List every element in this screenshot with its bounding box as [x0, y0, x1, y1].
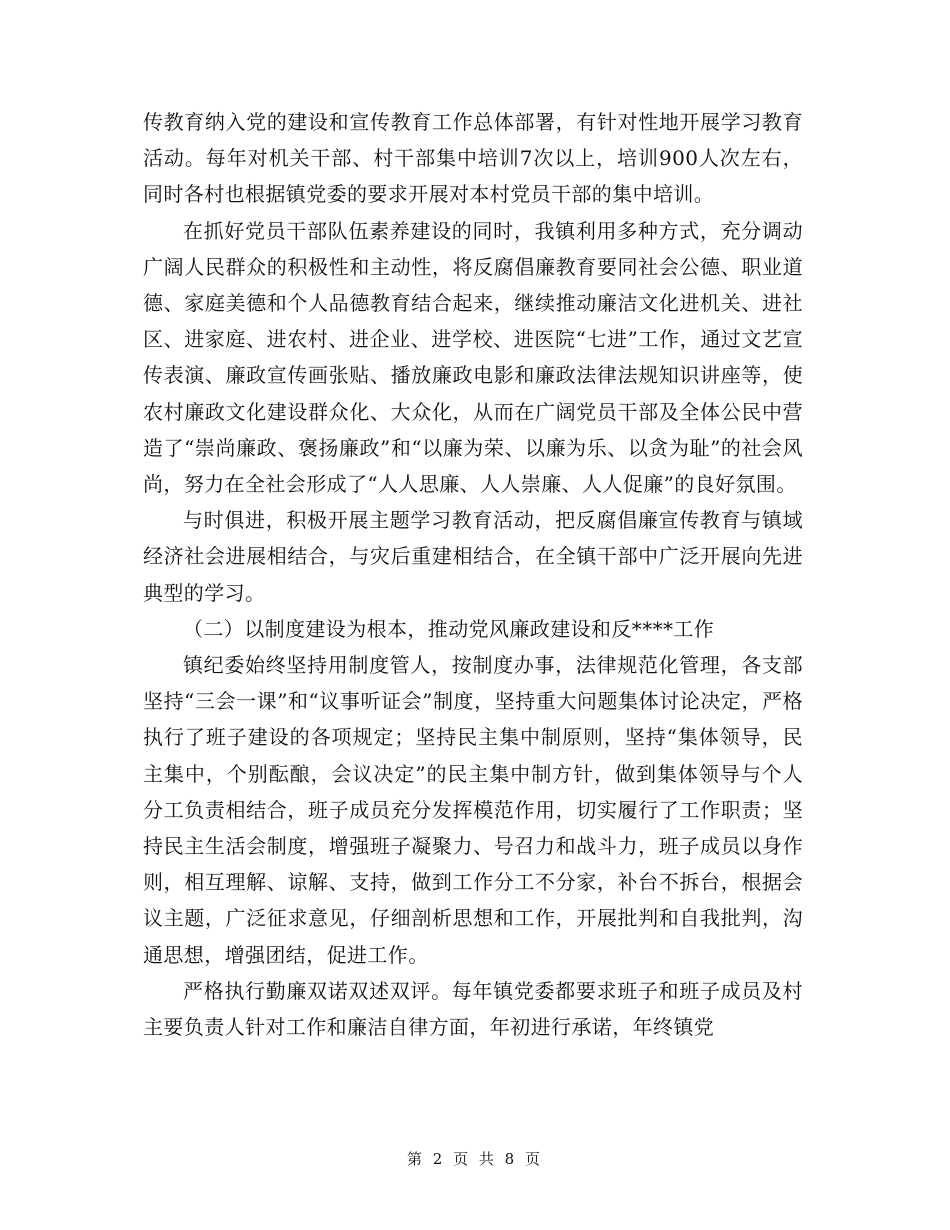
page-number-footer: 第 2 页 共 8 页 — [407, 1150, 543, 1168]
section-heading: （二）以制度建设为根本，推动党风廉政建设和反****工作 — [183, 616, 715, 641]
paragraph-theme-study: 与时俱进，积极开展主题学习教育活动，把反腐倡廉宣传教育与镇域经济社会进展相结合，与灾后重建相结合，在全镇干部中广泛开展向先进典型的学习。 — [143, 508, 803, 605]
paragraph-system-building: 镇纪委始终坚持用制度管人，按制度办事，法律规范化管理，各支部坚持“三会一课”和“议事听证会”制度，坚持重大问题集体讨论决定，严格执行了班子建设的各项规定；坚持民主集中制原则，坚持“集体领导，民主集中，个别酝酿，会议决定”的民主集中制方针，做到集体领导与个人分工负责相结合，班子成员充分发挥模范作用，切实履行了工作职责；坚持民主生活会制度，增强班子凝聚力、号召力和战斗力，班子成员以身作则，相互理解、谅解、支持，做到工作分工不分家，补台不拆台，根据会议主题，广泛征求意见，仔细剖析思想和工作，开展批判和自我批判，沟通思想，增强团结，促进工作。 — [143, 653, 803, 967]
paragraph-culture: 在抓好党员干部队伍素养建设的同时，我镇利用多种方式，充分调动广阔人民群众的积极性和主动性，将反腐倡廉教育要同社会公德、职业道德、家庭美德和个人品德教育结合起来，继续推动廉洁文化进机关、进社区、进家庭、进农村、进企业、进学校、进医院“七进”工作，通过文艺宣传表演、廉政宣传画张贴、播放廉政电影和廉政法律法规知识讲座等，使农村廉政文化建设群众化、大众化，从而在广阔党员干部及全体公民中营造了“崇尚廉政、褒扬廉政”和“以廉为荣、以廉为乐、以贪为耻”的社会风尚，努力在全社会形成了“人人思廉、人人崇廉、人人促廉”的良好氛围。 — [143, 218, 803, 497]
paragraph-continued: 传教育纳入党的建设和宣传教育工作总体部署，有针对性地开展学习教育活动。每年对机关干部、村干部集中培训7次以上，培训900人次左右，同时各村也根据镇党委的要求开展对本村党员干部的集中培训。 — [143, 110, 803, 207]
document-body — [143, 104, 803, 1045]
paragraph-commitment: 严格执行勤廉双诺双述双评。每年镇党委都要求班子和班子成员及村主要负责人针对工作和廉洁自律方面，年初进行承诺，年终镇党 — [143, 978, 803, 1040]
